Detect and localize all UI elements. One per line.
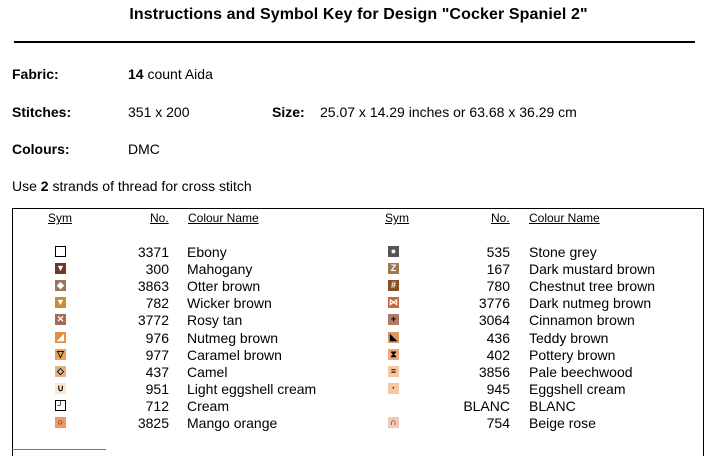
right-no-header: No. xyxy=(491,211,510,225)
colour-name: Mango orange xyxy=(187,415,278,431)
colour-number: 3856 xyxy=(478,363,510,380)
right-name-header: Colour Name xyxy=(529,211,600,225)
colour-row xyxy=(0,244,717,261)
colour-name: Light eggshell cream xyxy=(187,380,317,397)
hourglass-icon: ⧗ xyxy=(388,349,399,360)
colour-number: 167 xyxy=(486,261,510,278)
diamond-icon: ◆ xyxy=(55,280,66,291)
colour-number: 436 xyxy=(486,329,510,346)
colour-name: Mahogany xyxy=(187,261,253,278)
colour-row xyxy=(0,295,717,312)
colour-row xyxy=(0,330,717,347)
filled-circle-icon: ● xyxy=(388,246,399,257)
colour-row xyxy=(0,278,717,295)
colour-number: 754 xyxy=(486,415,510,431)
colour-name: Ebony xyxy=(187,244,227,260)
fabric-value xyxy=(128,66,213,82)
bottom-divider xyxy=(12,449,106,450)
colour-number: 3064 xyxy=(478,312,510,329)
colour-number: 780 xyxy=(486,278,510,295)
colour-name: Nutmeg brown xyxy=(187,329,279,346)
z-letter-icon: Z xyxy=(388,263,399,274)
outline-diamond-icon: ◇ xyxy=(55,366,66,377)
size-value: 25.07 x 14.29 inches or 63.68 x 36.29 cm xyxy=(320,104,577,120)
colour-name: Rosy tan xyxy=(187,312,243,329)
stitches-value: 351 x 200 xyxy=(128,104,190,120)
colour-number: 3863 xyxy=(137,278,169,295)
colour-name: Pale beechwood xyxy=(529,363,633,380)
colour-row xyxy=(0,261,717,278)
colour-name: Beige rose xyxy=(529,415,596,431)
colour-number: 402 xyxy=(486,346,510,363)
cap-icon: ∩ xyxy=(388,417,399,428)
colour-row xyxy=(0,347,717,364)
colour-number: BLANC xyxy=(463,397,510,414)
left-name-header: Colour Name xyxy=(188,211,259,225)
bowtie-icon: ⋈ xyxy=(389,297,398,308)
lines-icon: ≡ xyxy=(388,366,399,377)
dot-icon: · xyxy=(388,383,399,394)
colour-name: Teddy brown xyxy=(529,329,609,346)
colour-name: Pottery brown xyxy=(529,346,616,363)
colour-name: Cream xyxy=(187,397,230,414)
colour-number: 3825 xyxy=(137,415,169,431)
plus-icon: + xyxy=(388,314,399,325)
right-sym-header: Sym xyxy=(385,211,409,225)
cup-icon: ∪ xyxy=(55,383,66,394)
hash-icon: # xyxy=(388,280,399,291)
left-sym-header: Sym xyxy=(48,211,72,225)
colours-value: DMC xyxy=(128,141,160,157)
colour-name: Chestnut tree brown xyxy=(529,278,656,295)
colour-name: Dark mustard brown xyxy=(529,261,656,278)
colour-name: Cinnamon brown xyxy=(529,312,635,329)
colour-row xyxy=(0,364,717,381)
colour-row xyxy=(0,312,717,329)
colour-name: BLANC xyxy=(529,397,576,414)
colour-number: 300 xyxy=(145,261,169,278)
page-title: Instructions and Symbol Key for Design "Cocker Spaniel 2" xyxy=(129,6,588,23)
size-label: Size: xyxy=(272,104,305,120)
cross-icon: ✕ xyxy=(56,314,65,325)
down-triangle-icon: ▼ xyxy=(56,297,65,308)
colours-label: Colours: xyxy=(12,141,70,157)
circle-icon: ○ xyxy=(55,417,66,428)
colour-name: Otter brown xyxy=(187,278,261,295)
colour-row xyxy=(0,398,717,415)
colour-number: 3776 xyxy=(478,295,510,312)
colour-name: Stone grey xyxy=(529,244,597,260)
colour-name: Dark nutmeg brown xyxy=(529,295,652,312)
left-no-header: No. xyxy=(150,211,169,225)
colour-name: Eggshell cream xyxy=(529,380,626,397)
strands-prefix: Use xyxy=(12,178,37,194)
title-divider xyxy=(14,41,695,43)
strands-instruction xyxy=(12,178,252,194)
colour-name: Wicker brown xyxy=(187,295,272,312)
colour-number: 782 xyxy=(145,295,169,312)
strands-count: 2 xyxy=(40,178,49,194)
fabric-type: count Aida xyxy=(147,66,213,82)
strands-suffix: strands of thread for cross stitch xyxy=(52,178,252,194)
colour-number: 437 xyxy=(145,363,169,380)
colour-number: 951 xyxy=(145,380,169,397)
colour-number: 535 xyxy=(486,244,510,260)
fabric-count: 14 xyxy=(128,66,144,82)
colour-name: Caramel brown xyxy=(187,346,282,363)
colour-number: 3371 xyxy=(137,244,169,260)
stitches-label: Stitches: xyxy=(12,104,72,120)
colour-number: 977 xyxy=(145,346,169,363)
outline-triangle-icon: ▽ xyxy=(55,349,66,360)
corner-icon: ┘ xyxy=(55,400,66,411)
corner-triangle-icon: ◣ xyxy=(388,332,399,343)
colour-number: 976 xyxy=(145,329,169,346)
colour-row xyxy=(0,381,717,398)
colour-name: Camel xyxy=(187,363,228,380)
colour-number: 712 xyxy=(145,397,169,414)
colour-row xyxy=(0,415,717,432)
colour-number: 945 xyxy=(486,380,510,397)
fabric-label: Fabric: xyxy=(12,66,59,82)
down-triangle-icon: ▼ xyxy=(56,263,65,274)
corner-triangle-icon: ◢ xyxy=(55,332,66,343)
colour-number: 3772 xyxy=(137,312,169,329)
